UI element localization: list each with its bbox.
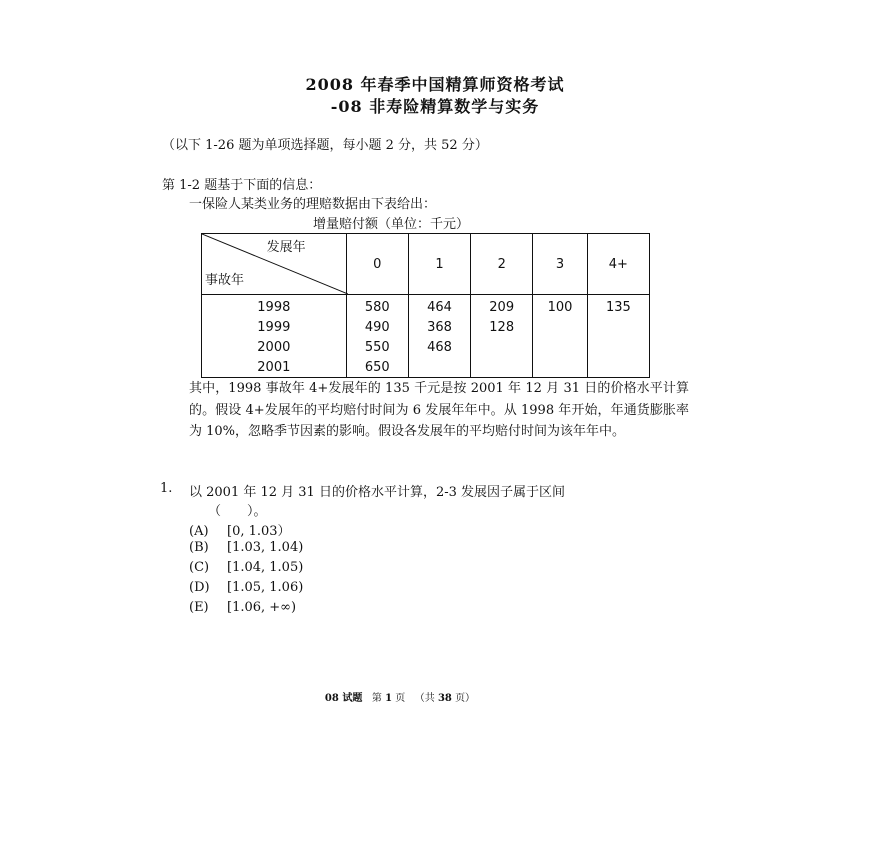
accident-year-cell: 1998: [202, 295, 347, 318]
option-d[interactable]: [189, 580, 303, 595]
footer-total-pages: 38: [437, 693, 452, 704]
table-cell: [408, 357, 470, 378]
option-label: (C): [189, 560, 210, 575]
page-title: 2008 年春季中国精算师资格考试: [305, 75, 565, 94]
footer-page-label: 第: [371, 693, 382, 704]
table-cell: [533, 317, 587, 337]
table-cell: 464: [408, 295, 470, 318]
table-cell: 580: [346, 295, 408, 318]
table-row: [202, 295, 650, 318]
footer-page-number: 1: [385, 693, 393, 704]
accident-year-label: 事故年: [205, 273, 245, 288]
accident-year-cell: 2000: [202, 337, 347, 357]
dev-year-header: 2: [471, 234, 533, 295]
option-c[interactable]: [189, 560, 303, 575]
option-text: [1.04, 1.05): [227, 560, 304, 575]
option-text: [1.03, 1.04): [227, 540, 304, 555]
instructions: （以下 1-26 题为单项选择题，每小题 2 分，共 52 分）: [162, 138, 488, 153]
option-a[interactable]: [189, 520, 291, 539]
table-cell: 368: [408, 317, 470, 337]
footer-total-label: （共: [414, 693, 435, 704]
table-cell: [587, 357, 649, 378]
table-cell: 550: [346, 337, 408, 357]
table-cell: [587, 317, 649, 337]
table-cell: [471, 337, 533, 357]
table-cell: 100: [533, 295, 587, 318]
option-label: (E): [189, 600, 209, 615]
footer-total-suffix: 页）: [455, 693, 476, 704]
table-header-row: [202, 234, 650, 295]
accident-year-cell: 2001: [202, 357, 347, 378]
table-row: [202, 337, 650, 357]
dev-year-header: 3: [533, 234, 587, 295]
info-paragraph: 其中，1998 事故年 4+发展年的 135 千元是按 2001 年 12 月 31 日的价格水平计算的。假设 4+发展年的平均赔付时间为 6 发展年年中。从 1998 年开始，年通货膨胀率为 10%，忽略季节因素的影响。假设各发展年的平均赔付时间为该年年中。: [189, 381, 689, 439]
question-number: 1.: [160, 481, 173, 496]
question-text: 以 2001 年 12 月 31 日的价格水平计算，2-3 发展因子属于区间: [189, 485, 566, 500]
table-cell: 135: [587, 295, 649, 318]
corner-cell: [202, 234, 347, 295]
table-cell: 650: [346, 357, 408, 378]
intro-line-2: 一保险人某类业务的理赔数据由下表给出：: [189, 197, 437, 212]
claims-table: [201, 233, 650, 378]
dev-year-header: 0: [346, 234, 408, 295]
table-cell: [533, 357, 587, 378]
accident-year-cell: 1999: [202, 317, 347, 337]
table-row: [202, 317, 650, 337]
page-subtitle: -08 非寿险精算数学与实务: [330, 97, 540, 116]
intro-line-1: 第 1-2 题基于下面的信息：: [162, 178, 322, 193]
table-cell: [533, 337, 587, 357]
dev-year-header: 4+: [587, 234, 649, 295]
option-text: [0, 1.03）: [227, 524, 291, 539]
option-b[interactable]: [189, 540, 303, 555]
option-e[interactable]: [189, 600, 296, 615]
dev-year-header: 1: [408, 234, 470, 295]
page-footer: [0, 689, 800, 704]
table-cell: [471, 357, 533, 378]
table-cell: 490: [346, 317, 408, 337]
table-cell: [587, 337, 649, 357]
question-text-continued: （ ）。: [208, 504, 267, 519]
option-label: (A): [189, 524, 209, 539]
option-label: (D): [189, 580, 210, 595]
table-row: [202, 357, 650, 378]
footer-prefix: 08 试题: [324, 693, 363, 704]
option-label: (B): [189, 540, 209, 555]
table-caption: 增量赔付额（单位：千元）: [313, 217, 470, 232]
option-text: [1.06, +∞): [227, 600, 297, 615]
table-cell: 468: [408, 337, 470, 357]
dev-year-label: 发展年: [266, 240, 306, 255]
table-cell: 209: [471, 295, 533, 318]
table-cell: 128: [471, 317, 533, 337]
option-text: [1.05, 1.06): [227, 580, 304, 595]
footer-page-suffix: 页: [395, 693, 406, 704]
